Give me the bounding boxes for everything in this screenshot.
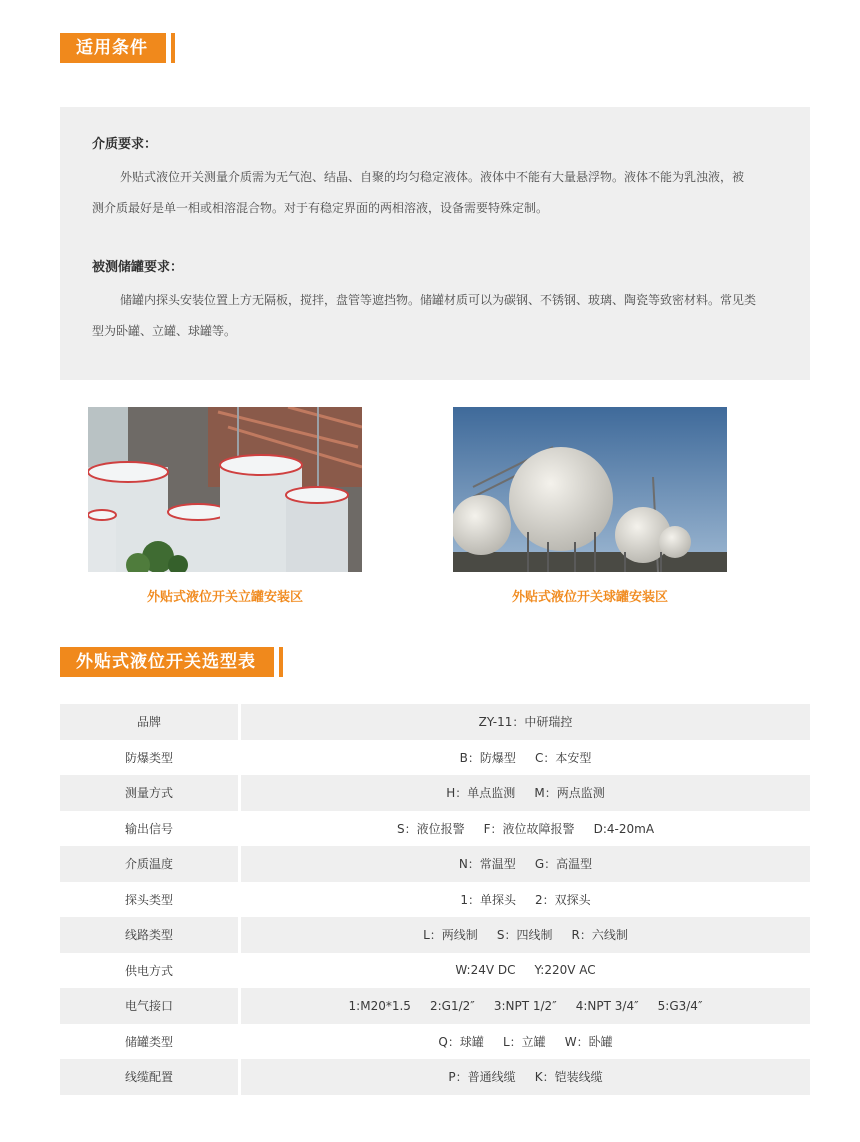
table-row-key: 测量方式: [60, 775, 238, 811]
medium-requirements-heading: 介质要求：: [92, 137, 158, 152]
table-row: [60, 1024, 810, 1060]
table-row-key: 探头类型: [124, 892, 173, 907]
table-row: [60, 740, 810, 776]
section-title-accent-bar: [171, 33, 175, 63]
selection-table: [60, 704, 810, 1095]
table-row-value: ZY-11：中研瑞控: [241, 704, 810, 740]
spherical-tank-photo: [453, 407, 727, 572]
tank-requirements-heading: 被测储罐要求：: [92, 260, 184, 275]
table-row-key: 品牌: [60, 704, 238, 740]
table-row-value: W:24V DC Y:220V AC: [455, 963, 596, 978]
table-row: [60, 775, 810, 811]
medium-requirements-text-line1: 外贴式液位开关测量介质需为无气泡、结晶、自聚的均匀稳定液体。液体中不能有大量悬浮物。液体不能为乳浊液，被: [120, 170, 745, 184]
table-row-key: 储罐类型: [124, 1034, 173, 1049]
table-row-key: 输出信号: [124, 821, 173, 836]
table-row-value: P：普通线缆 K：铠装线缆: [241, 1059, 810, 1095]
table-row-value: 1：单探头 2：双探头: [460, 892, 591, 907]
table-row: [60, 704, 810, 740]
table-row-value: B：防爆型 C：本安型: [459, 750, 592, 765]
table-row-value: H：单点监测 M：两点监测: [241, 775, 810, 811]
table-row: [60, 953, 810, 989]
table-row: [60, 846, 810, 882]
table-row-key: 防爆类型: [124, 750, 173, 765]
table-row-value: S：液位报警 F：液位故障报警 D:4-20mA: [396, 821, 655, 836]
tank-requirements-text-line1: 储罐内探头安装位置上方无隔板，搅拌，盘管等遮挡物。储罐材质可以为碳钢、不锈钢、玻璃、陶瓷等致密材料。常见类: [120, 293, 757, 307]
table-row-value: L：两线制 S：四线制 R：六线制: [241, 917, 810, 953]
section-header-conditions: [60, 33, 175, 63]
vertical-tank-caption: 外贴式液位开关立罐安装区: [146, 590, 303, 605]
requirements-panel: [60, 107, 810, 380]
table-row: [60, 882, 810, 918]
vertical-tank-photo: [88, 407, 362, 572]
section-title: 外贴式液位开关选型表: [60, 647, 274, 677]
medium-requirements-text-line2: 测介质最好是单一相或相溶混合物。对于有稳定界面的两相溶液，设备需要特殊定制。: [92, 201, 549, 215]
table-row-key: 线路类型: [60, 917, 238, 953]
table-row-value: Q：球罐 L：立罐 W：卧罐: [438, 1034, 613, 1049]
table-row: [60, 1059, 810, 1095]
section-title-accent-bar: [279, 647, 283, 677]
table-row: [60, 917, 810, 953]
table-row-value: N：常温型 G：高温型: [241, 846, 810, 882]
tank-requirements-text-line2: 型为卧罐、立罐、球罐等。: [92, 324, 237, 338]
section-header-selection-table: [60, 647, 283, 677]
spherical-tank-caption: 外贴式液位开关球罐安装区: [511, 590, 668, 605]
table-row-key: 供电方式: [124, 963, 173, 978]
table-row-key: 线缆配置: [60, 1059, 238, 1095]
table-row-key: 电气接口: [60, 988, 238, 1024]
section-title: 适用条件: [60, 33, 166, 63]
table-row-key: 介质温度: [60, 846, 238, 882]
table-row: [60, 988, 810, 1024]
table-row-value: 1:M20*1.5 2:G1/2″ 3:NPT 1/2″ 4:NPT 3/4″ 5:G3/4″: [241, 988, 810, 1024]
table-row: [60, 811, 810, 847]
